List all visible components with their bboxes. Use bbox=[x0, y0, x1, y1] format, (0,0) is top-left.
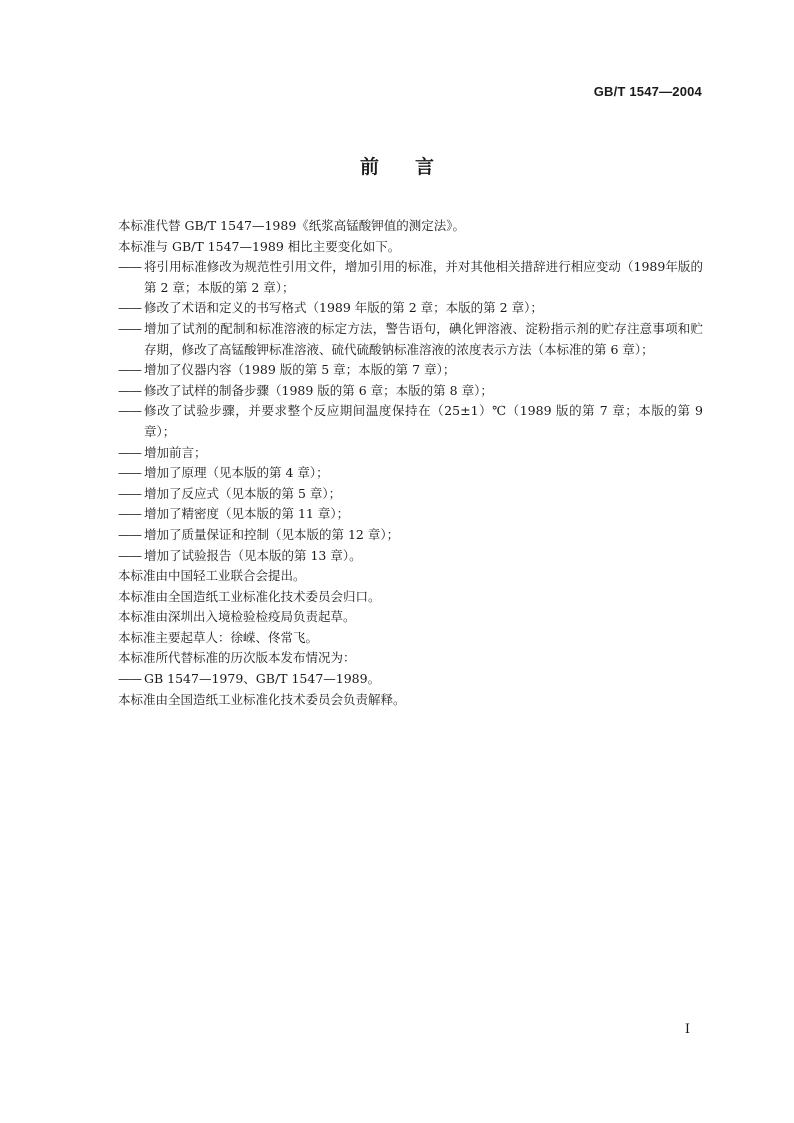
intro-line: 本标准与 GB/T 1547—1989 相比主要变化如下。 bbox=[118, 238, 401, 254]
page-number: I bbox=[684, 1022, 690, 1037]
info-line: 本标准由中国轻工业联合会提出。 bbox=[118, 568, 306, 584]
dash-marker: —— bbox=[118, 506, 141, 522]
page-title: 前言 bbox=[359, 156, 470, 178]
dash-marker: —— bbox=[118, 526, 141, 542]
change-text: 增加了试剂的配制和标准溶液的标定方法，警告语句，碘化钾溶液、淀粉指示剂的贮存注意事项和贮存期，修改了高锰酸钾标准溶液、硫代硫酸钠标准溶液的浓度表示方法（本标准的第 6 章）； bbox=[144, 320, 703, 357]
change-text: 增加前言； bbox=[144, 444, 207, 460]
dash-marker: —— bbox=[118, 320, 141, 336]
change-text: 增加了原理（见本版的第 4 章）； bbox=[144, 465, 329, 481]
standard-code: GB/T 1547—2004 bbox=[593, 84, 702, 99]
change-text: 修改了试验步骤，并要求整个反应期间温度保持在（25±1）℃（1989 版的第 7 章；本版的第 9 章）； bbox=[144, 403, 703, 439]
info-line: 本标准所代替标准的历次版本发布情况为： bbox=[118, 650, 356, 666]
info-line: 本标准主要起草人：徐嵘、佟常飞。 bbox=[118, 629, 319, 645]
dash-marker: —— bbox=[118, 671, 141, 687]
change-item bbox=[118, 504, 703, 525]
history-item bbox=[118, 669, 703, 690]
change-item bbox=[118, 546, 703, 567]
info-line: 本标准由全国造纸工业标准化技术委员会归口。 bbox=[118, 588, 381, 604]
change-text: 修改了术语和定义的书写格式（1989 年版的第 2 章；本版的第 2 章）； bbox=[144, 300, 543, 316]
dash-marker: —— bbox=[118, 444, 141, 460]
intro-line: 本标准代替 GB/T 1547—1989《纸浆高锰酸钾值的测定法》。 bbox=[118, 218, 466, 233]
change-item bbox=[118, 463, 703, 484]
change-text: 增加了反应式（见本版的第 5 章）； bbox=[144, 485, 342, 501]
dash-marker: —— bbox=[118, 382, 141, 398]
change-text: 将引用标准修改为规范性引用文件，增加引用的标准，并对其他相关措辞进行相应变动（1989年版的第 2 章；本版的第 2 章）； bbox=[144, 259, 703, 295]
dash-marker: —— bbox=[118, 403, 141, 419]
change-item bbox=[118, 401, 703, 442]
closing-line: 本标准由全国造纸工业标准化技术委员会负责解释。 bbox=[118, 691, 406, 707]
change-item bbox=[118, 381, 703, 402]
change-item bbox=[118, 484, 703, 505]
change-item bbox=[118, 257, 703, 298]
change-item bbox=[118, 298, 703, 319]
change-text: 增加了试验报告（见本版的第 13 章）。 bbox=[144, 547, 362, 563]
dash-marker: —— bbox=[118, 259, 141, 275]
change-text: 增加了仪器内容（1989 版的第 5 章；本版的第 7 章）； bbox=[144, 362, 456, 378]
change-text: 修改了试样的制备步骤（1989 版的第 6 章；本版的第 8 章）； bbox=[144, 382, 493, 398]
change-item bbox=[118, 525, 703, 546]
change-text: 增加了精密度（见本版的第 11 章）； bbox=[144, 506, 350, 522]
dash-marker: —— bbox=[118, 362, 141, 378]
info-line: 本标准由深圳出入境检验检疫局负责起草。 bbox=[118, 609, 356, 625]
change-item bbox=[118, 360, 703, 381]
preface-body bbox=[118, 216, 703, 710]
dash-marker: —— bbox=[118, 485, 141, 501]
history-text: GB 1547—1979、GB/T 1547—1989。 bbox=[144, 671, 381, 687]
change-text: 增加了质量保证和控制（见本版的第 12 章）； bbox=[144, 526, 400, 542]
change-item bbox=[118, 443, 703, 464]
dash-marker: —— bbox=[118, 547, 141, 563]
dash-marker: —— bbox=[118, 300, 141, 316]
change-item bbox=[118, 319, 703, 360]
dash-marker: —— bbox=[118, 465, 141, 481]
